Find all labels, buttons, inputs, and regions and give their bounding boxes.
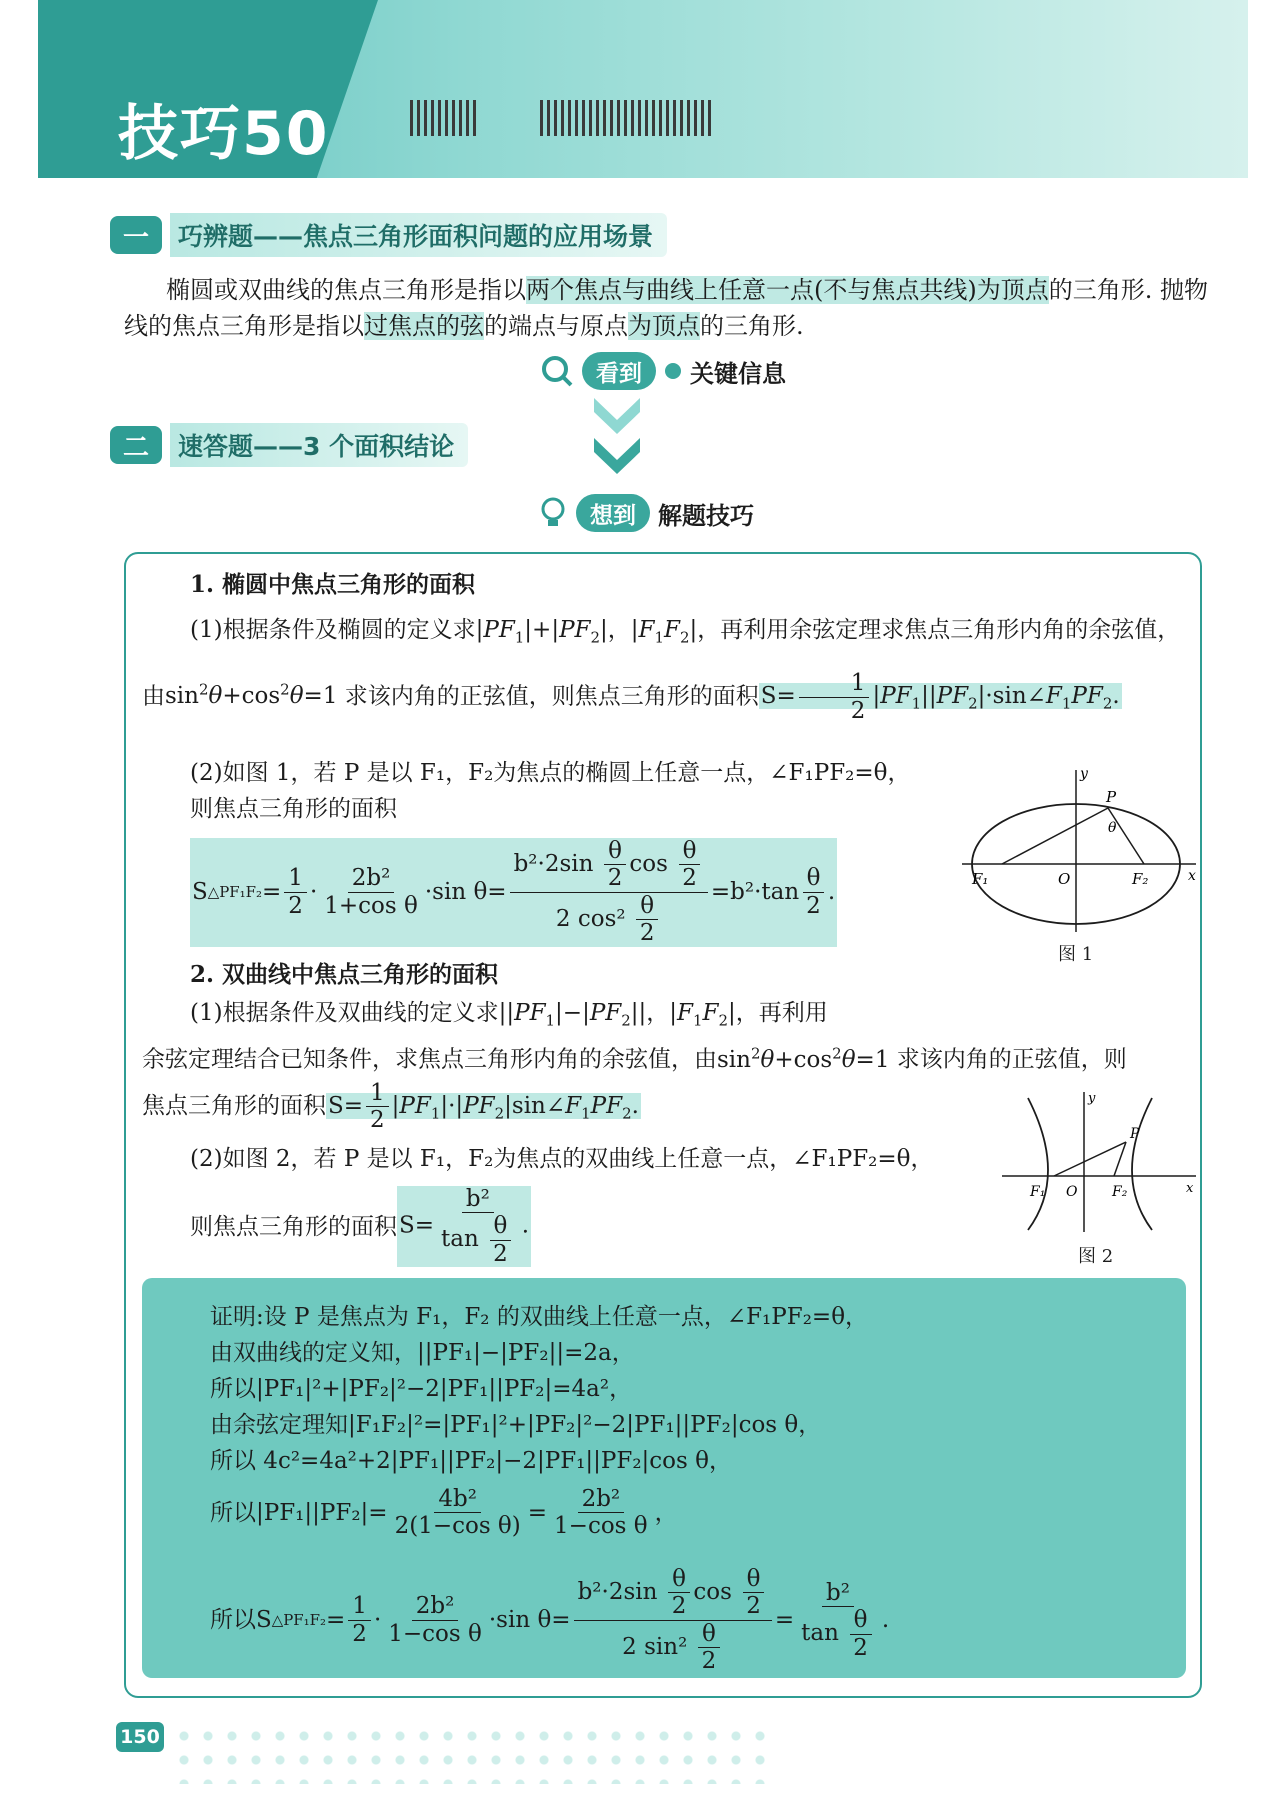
hyperbola-step1b	[142, 1036, 1192, 1077]
think-skill	[538, 494, 754, 532]
ellipse-area-derivation: S △PF₁F₂ = $\frac{1}{2}$ · $\frac{\text{2b²}}{\text{1+cos θ}}$ ·sin θ= b²·2sin $\frac{\theta}{2}$ cos $\frac{\theta}{2}$ 2 cos² $\frac{\theta}{2}$ =b²·tan $\frac{\theta}{2}$ .	[192, 838, 836, 947]
section-1-paragraph	[124, 272, 1210, 344]
page-title: 技巧50	[118, 99, 330, 169]
text: 椭圆或双曲线的焦点三角形是指以	[166, 276, 526, 304]
svg-text:y: y	[1088, 1091, 1096, 1106]
section-1-number: 一	[110, 216, 162, 254]
ellipse-step1	[142, 604, 1188, 730]
text: 余弦定理结合已知条件，求焦点三角形内角的余弦值，由	[142, 1046, 717, 1073]
highlight: 任意一点(不与焦点共线)为顶点	[718, 276, 1049, 304]
see-badge: 看到	[582, 352, 656, 390]
text: 焦点三角形的面积	[142, 1092, 326, 1119]
text: 再利用余弦定理求焦点三角形内角	[720, 617, 1066, 643]
hyperbola-area-formula: S= $\frac{1}{2}$ $|PF_1|\cdot|PF_2|\sin\angle F_1PF_2$.	[328, 1080, 639, 1134]
highlight: 为顶点	[628, 312, 700, 340]
svg-text:x: x	[1188, 868, 1196, 884]
magnifier-icon	[540, 354, 574, 388]
figure-1-caption: 图 1	[1058, 944, 1094, 965]
svg-text:P: P	[1130, 1126, 1140, 1142]
text: 所以	[210, 1607, 256, 1634]
section-1-title: 巧辨题——焦点三角形面积问题的应用场景	[170, 213, 667, 257]
highlight: 过焦点的弦	[364, 312, 484, 340]
section-2-title: 速答题——3 个面积结论	[170, 423, 468, 467]
hyperbola-step1	[190, 996, 828, 1038]
section-2-header	[110, 422, 468, 468]
hyperbola-tan-formula: S= b² tan $\frac{\theta}{2}$ .	[399, 1186, 530, 1267]
svg-text:O: O	[1066, 1184, 1078, 1200]
svg-text:P: P	[1106, 788, 1117, 806]
text: 的端点与原点	[484, 312, 628, 340]
svg-text:F₁: F₁	[972, 870, 989, 888]
page-number: 150	[116, 1722, 164, 1752]
hyperbola-step2: (2)如图 2，若 P 是以 F₁，F₂为焦点的双曲线上任意一点，∠F₁PF₂=θ，	[190, 1146, 934, 1172]
figure-2-caption: 图 2	[1078, 1246, 1114, 1267]
formula: $\sin^2\theta+\cos^2\theta=1$	[717, 1044, 897, 1073]
section-2-number: 二	[110, 426, 162, 464]
formula: $|PF_1|+|PF_2|$，$|F_1F_2|$，	[475, 617, 721, 647]
hyperbola-area-line	[142, 1080, 641, 1134]
formula: $\sin^2\theta+\cos^2\theta=1$	[165, 680, 345, 710]
text: 求该内角的正弦值，则焦点三角形的面积	[344, 683, 759, 710]
proof-line-2: 由双曲线的定义知，||PF₁|−|PF₂||=2a，	[210, 1340, 635, 1366]
text: 的余弦值，由	[142, 617, 1181, 710]
think-badge: 想到	[576, 494, 650, 532]
text: (1)根据条件及椭圆的定义求	[190, 617, 476, 643]
decorative-barcode-2	[540, 100, 715, 136]
section-1-header	[110, 212, 667, 258]
ellipse-step2b: 则焦点三角形的面积	[190, 796, 397, 822]
think-label: 解题技巧	[658, 501, 754, 530]
figure-1-ellipse	[958, 760, 1202, 940]
proof-line-3: 所以|PF₁|²+|PF₂|²−2|PF₁||PF₂|=4a²，	[210, 1376, 633, 1402]
proof-line-1: 证明:设 P 是焦点为 F₁，F₂ 的双曲线上任意一点，∠F₁PF₂=θ，	[210, 1304, 869, 1330]
svg-text:F₂: F₂	[1132, 870, 1149, 888]
ellipse-step2: (2)如图 1，若 P 是以 F₁，F₂为焦点的椭圆上任意一点，∠F₁PF₂=θ，	[190, 760, 911, 786]
text: 的三角形.	[700, 312, 804, 340]
ellipse-heading: 1. 椭圆中焦点三角形的面积	[190, 571, 476, 598]
text: 再利用	[758, 1000, 828, 1026]
text: (1)根据条件及双曲线的定义求	[190, 1000, 499, 1026]
decorative-dots	[172, 1724, 772, 1784]
text: 所以|PF₁||PF₂|=	[210, 1499, 388, 1526]
text: 则焦点三角形的面积	[190, 1213, 397, 1240]
text: 的三角形. 抛物线的焦点三角形是指以	[124, 276, 1208, 340]
down-chevrons-icon	[594, 398, 640, 482]
proof-line-6: 所以|PF₁||PF₂|= $\frac{\text{4b²}}{\text{2(1−cos θ)}}$ = $\frac{\text{2b²}}{\text{1−cos θ}}$ ，	[210, 1486, 678, 1540]
see-label: 关键信息	[690, 359, 786, 388]
svg-text:F₂: F₂	[1112, 1184, 1128, 1200]
figure-2-hyperbola	[1000, 1086, 1200, 1236]
proof-line-4: 由余弦定理知|F₁F₂|²=|PF₁|²+|PF₂|²−2|PF₁||PF₂|cos θ，	[210, 1412, 822, 1438]
lightbulb-icon	[538, 496, 568, 530]
svg-text:x: x	[1186, 1181, 1194, 1196]
hyperbola-step2b	[190, 1186, 531, 1267]
svg-text:θ: θ	[1108, 820, 1117, 836]
ellipse-area-formula: S= $\frac{1}{2}$ $|PF_1||PF_2|\cdot\sin\angle F_1PF_2$.	[760, 670, 1120, 724]
highlight: 两个焦点与曲线上	[526, 276, 718, 304]
svg-text:O: O	[1058, 870, 1071, 888]
formula: $||PF_1|-|PF_2||$，$|F_1F_2|$，	[498, 1000, 759, 1030]
proof-line-5: 所以 4c²=4a²+2|PF₁||PF₂|−2|PF₁||PF₂|cos θ，	[210, 1448, 732, 1474]
svg-text:F₁: F₁	[1030, 1184, 1046, 1200]
decorative-barcode	[410, 100, 480, 136]
dot-icon	[664, 362, 682, 380]
svg-text:y: y	[1080, 766, 1088, 782]
text: 求该内角的正弦值，则	[896, 1046, 1127, 1073]
proof-line-7: 所以 S △PF₁F₂ = $\frac{1}{2}$ · $\frac{\text{2b²}}{\text{1−cos θ}}$ ·sin θ= b²·2sin $\frac{\theta}{2}$ cos $\frac{\theta}{2}$ 2 sin² $\frac{\theta}{2}$ = b² tan $\frac{\theta}{2}$ .	[210, 1566, 890, 1675]
hyperbola-heading: 2. 双曲线中焦点三角形的面积	[190, 961, 499, 988]
see-key-info	[540, 352, 786, 390]
